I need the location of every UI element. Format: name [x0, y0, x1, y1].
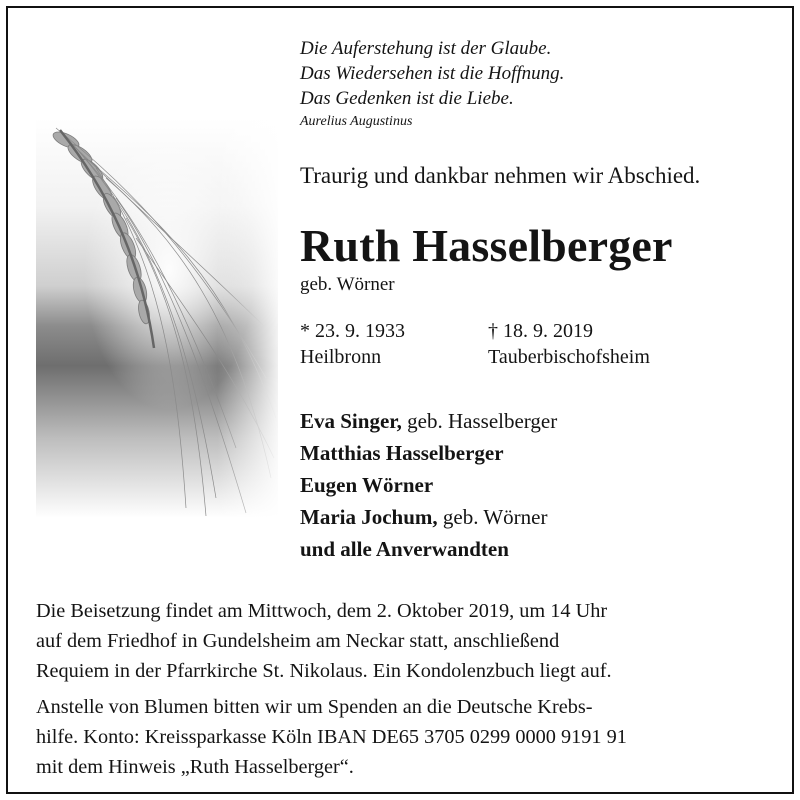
mourner-note: geb. Hasselberger	[401, 409, 558, 433]
mourner-name: und alle Anverwandten	[300, 537, 509, 561]
death-place: Tauberbischofsheim	[488, 346, 650, 368]
mourner-row	[300, 469, 557, 501]
donation-line: Anstelle von Blumen bitten wir um Spenden an die Deutsche Krebs-	[36, 696, 593, 718]
funeral-line: auf dem Friedhof in Gundelsheim am Neckar statt, anschließend	[36, 630, 560, 652]
quote-line: Die Auferstehung ist der Glaube.	[300, 38, 552, 59]
funeral-line: Die Beisetzung findet am Mittwoch, dem 2. Oktober 2019, um 14 Uhr	[36, 600, 608, 622]
quote-block	[300, 36, 564, 133]
funeral-paragraph	[36, 596, 612, 686]
birth-info	[300, 318, 405, 370]
funeral-line: Requiem in der Pfarrkirche St. Nikolaus. Ein Kondolenzbuch liegt auf.	[36, 660, 612, 682]
mourner-row	[300, 437, 557, 469]
mourner-name: Maria Jochum,	[300, 505, 438, 529]
mourner-name: Eva Singer,	[300, 409, 402, 433]
death-info	[488, 318, 650, 370]
birth-place: Heilbronn	[300, 346, 382, 368]
donation-line: hilfe. Konto: Kreissparkasse Köln IBAN DE65 3705 0299 0000 9191 91	[36, 726, 627, 748]
mourner-row	[300, 405, 557, 437]
deceased-name: Ruth Hasselberger	[300, 220, 673, 271]
birth-name: geb. Wörner	[300, 274, 395, 295]
death-date: † 18. 9. 2019	[488, 320, 593, 342]
mourner-name: Eugen Wörner	[300, 473, 434, 497]
mourner-row	[300, 501, 557, 533]
mourner-row	[300, 533, 557, 565]
birth-date: * 23. 9. 1933	[300, 320, 405, 342]
wheat-ear-image	[36, 118, 278, 518]
donation-paragraph	[36, 692, 627, 782]
mourners-list	[300, 405, 557, 565]
obituary-notice	[6, 6, 794, 794]
quote-author: Aurelius Augustinus	[300, 114, 413, 129]
quote-line: Das Gedenken ist die Liebe.	[300, 88, 514, 109]
intro-text: Traurig und dankbar nehmen wir Abschied.	[300, 163, 701, 188]
mourner-note: geb. Wörner	[437, 505, 548, 529]
donation-line: mit dem Hinweis „Ruth Hasselberger“.	[36, 756, 354, 778]
quote-line: Das Wiedersehen ist die Hoffnung.	[300, 63, 565, 84]
mourner-name: Matthias Hasselberger	[300, 441, 504, 465]
